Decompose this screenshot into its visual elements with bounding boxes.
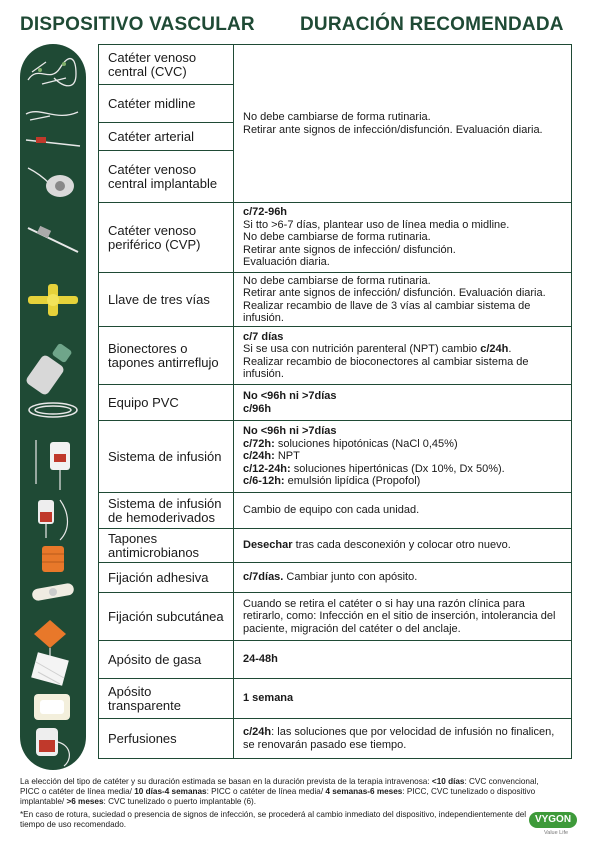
footnote-emphasis: 4 semanas-6 meses — [325, 787, 403, 796]
duration-line — [243, 539, 565, 552]
duration-text: NPT — [274, 450, 300, 463]
device-name: Catéter venoso central implantable — [108, 161, 218, 191]
duration-line — [243, 390, 565, 403]
duration-table — [98, 44, 572, 759]
blood-transfusion-bag-icon — [38, 500, 68, 540]
device-name-cell — [99, 641, 234, 679]
device-name-cell — [99, 273, 234, 327]
table-row — [99, 641, 572, 679]
footnote-emphasis: 10 días-4 semanas — [134, 787, 207, 796]
table-row — [99, 719, 572, 759]
device-name: Apósito transparente — [108, 683, 181, 713]
device-name: Tapones antimicrobianos — [108, 530, 200, 560]
footnote-emphasis: >6 meses — [66, 797, 104, 806]
duration-cell — [234, 45, 572, 203]
duration-emphasis: c/7 días — [243, 330, 284, 343]
duration-line — [243, 256, 565, 269]
duration-line — [243, 343, 565, 356]
duration-line — [243, 438, 565, 451]
duration-emphasis: 1 semana — [243, 692, 294, 705]
iv-fluid-bag-icon — [36, 728, 69, 766]
transparent-dressing-icon — [34, 694, 70, 720]
device-name: Sistema de infusión de hemoderivados — [108, 495, 222, 525]
logo-tagline: Value Life — [544, 830, 569, 836]
duration-emphasis: No <96h ni >7días — [243, 425, 337, 438]
duration-cell — [234, 493, 572, 529]
logo-mark: VYGON — [529, 812, 577, 828]
duration-text: Si se usa con nutrición parenteral (NPT) cambio — [243, 343, 481, 355]
table-row — [99, 563, 572, 593]
table-row — [99, 45, 572, 85]
duration-line — [243, 219, 565, 232]
device-name-cell — [99, 529, 234, 563]
duration-line — [243, 692, 565, 705]
duration-text: : las soluciones que por velocidad de infusión no finalicen, se renovarán pasado ese tiempo. — [243, 726, 555, 751]
peripheral-catheter-icon — [28, 226, 78, 252]
duration-cell — [234, 327, 572, 385]
footnote-text: : CVC tunelizado o puerto implantable (6). — [103, 797, 257, 806]
duration-emphasis: c/96h — [243, 402, 272, 415]
device-name: Catéter venoso periférico (CVP) — [108, 222, 201, 252]
midline-catheter-icon — [26, 112, 78, 120]
device-name: Sistema de infusión — [108, 448, 222, 464]
duration-text: Cambiar junto con apósito. — [283, 571, 418, 584]
duration-text: No debe cambiarse de forma rutinaria. — [243, 111, 431, 123]
device-name: Apósito de gasa — [108, 651, 202, 667]
duration-emphasis: c/7días. — [243, 571, 284, 584]
device-name: Perfusiones — [108, 730, 177, 746]
duration-line — [243, 598, 565, 636]
device-name: Fijación adhesiva — [108, 569, 209, 585]
duration-text: Evaluación diaria. — [243, 256, 330, 269]
device-name: Catéter midline — [108, 95, 196, 111]
duration-cell — [234, 203, 572, 273]
duration-text: Si tto >6-7 días, plantear uso de línea media o midline. — [243, 218, 510, 231]
duration-cell — [234, 593, 572, 641]
duration-cell — [234, 641, 572, 679]
duration-text: Retirar ante signos de infección/disfunción. Evaluación diaria. — [243, 123, 543, 136]
device-name: Fijación subcutánea — [108, 608, 224, 624]
duration-cell — [234, 529, 572, 563]
table-row — [99, 593, 572, 641]
duration-line — [243, 244, 565, 257]
device-name-cell — [99, 327, 234, 385]
duration-cell — [234, 273, 572, 327]
duration-text: Retirar ante signos de infección/ disfunción. — [243, 243, 456, 256]
duration-emphasis: 24-48h — [243, 653, 278, 666]
table-row — [99, 203, 572, 273]
implantable-port-icon — [28, 168, 74, 197]
table-row — [99, 385, 572, 421]
duration-line — [243, 425, 565, 438]
footnote-text: : PICC o catéter de línea media/ — [206, 787, 326, 796]
gauze-pad-icon — [31, 652, 69, 685]
cvc-catheter-icon — [28, 59, 76, 86]
duration-line — [243, 726, 565, 751]
duration-text: emulsión lipídica (Propofol) — [284, 475, 421, 488]
device-name: Bionectores o tapones antirreflujo — [108, 340, 219, 370]
duration-line — [243, 111, 565, 124]
adhesive-fixation-icon — [31, 582, 74, 601]
footnote-selection — [20, 777, 540, 807]
duration-text: No debe cambiarse de forma rutinaria. — [243, 231, 431, 244]
device-name-cell — [99, 679, 234, 719]
duration-text: soluciones hipertónicas (Dx 10%, Dx 50%). — [290, 462, 505, 475]
duration-line — [243, 356, 565, 381]
duration-line — [243, 571, 565, 584]
three-way-stopcock-icon — [28, 284, 78, 316]
table-row — [99, 679, 572, 719]
footnote-text: : PICC, CVC tunelizado o dispositivo implantable/ — [20, 787, 536, 806]
duration-cell — [234, 421, 572, 493]
device-name-cell — [99, 719, 234, 759]
device-name: Catéter venoso central (CVC) — [108, 49, 197, 79]
footnote-emphasis: <10 días — [431, 777, 465, 786]
duration-emphasis: No <96h ni >7días — [243, 390, 337, 402]
duration-line — [243, 331, 565, 344]
duration-text: tras cada desconexión y colocar otro nuevo. — [292, 539, 511, 552]
duration-line — [243, 275, 565, 288]
footnote-text: La elección del tipo de catéter y su duración estimada se basan en la duración prevista de la terapia intravenosa: — [20, 777, 432, 786]
duration-emphasis: c/24h — [243, 726, 272, 738]
duration-cell — [234, 719, 572, 759]
device-name-cell — [99, 563, 234, 593]
duration-cell — [234, 385, 572, 421]
duration-text: Realizar recambio de bioconectores al cambiar sistema de infusión. — [243, 355, 529, 380]
footnote-text: : CVC convencional, PICC o catéter de línea media/ — [20, 777, 539, 796]
duration-emphasis: c/72-96h — [243, 206, 288, 219]
duration-cell — [234, 563, 572, 593]
iv-tubing-coil-icon — [29, 403, 77, 417]
duration-cell — [234, 679, 572, 719]
duration-line — [243, 653, 565, 666]
device-name-cell — [99, 203, 234, 273]
duration-emphasis: c/24h: — [243, 450, 275, 463]
duration-line — [243, 403, 565, 416]
device-name-cell — [99, 85, 234, 123]
device-name-cell — [99, 123, 234, 151]
device-name-cell — [99, 493, 234, 529]
duration-text: Cuando se retira el catéter o si hay una razón clínica para retirarlo, como: Infección en el sitio de inserción, intolerancia del paciente, migración del catéter o del anclaje. — [243, 597, 556, 635]
device-name-cell — [99, 151, 234, 203]
duration-line — [243, 504, 565, 517]
device-name: Llave de tres vías — [108, 291, 210, 307]
duration-emphasis: c/6-12h: — [243, 475, 285, 488]
device-name: Equipo PVC — [108, 394, 179, 410]
duration-line — [243, 206, 565, 219]
duration-text: Retirar ante signos de infección/ disfunción. Evaluación diaria. Realizar recambio de llave de 3 vías al cambiar sistema de infusión. — [243, 287, 546, 324]
arterial-catheter-icon — [26, 137, 80, 146]
vygon-logo — [526, 808, 582, 838]
table-row — [99, 421, 572, 493]
table-row — [99, 529, 572, 563]
duration-text: . — [508, 343, 512, 355]
duration-line — [243, 450, 565, 463]
duration-emphasis: c/72h: — [243, 437, 275, 450]
device-name-cell — [99, 45, 234, 85]
device-name: Catéter arterial — [108, 128, 194, 144]
device-icon-sidebar — [20, 44, 86, 770]
duration-text: Cambio de equipo con cada unidad. — [243, 504, 420, 517]
duration-column-title: DURACIÓN RECOMENDADA — [300, 14, 564, 35]
device-column-title: DISPOSITIVO VASCULAR — [20, 14, 255, 35]
footnote-replacement: *En caso de rotura, suciedad o presencia de signos de infección, se procederá al cambio inmediato del dispositivo, independientemente del tiempo de uso recomendado. — [20, 810, 527, 829]
table-row — [99, 327, 572, 385]
duration-emphasis: c/12-24h: — [243, 462, 291, 475]
table-row — [99, 273, 572, 327]
device-name-cell — [99, 593, 234, 641]
duration-line — [243, 463, 565, 476]
device-name-cell — [99, 421, 234, 493]
duration-line — [243, 231, 565, 244]
duration-text: soluciones hipotónicas (NaCl 0,45%) — [274, 437, 458, 450]
duration-line — [243, 475, 565, 488]
duration-line — [243, 287, 565, 325]
antimicrobial-cap-icon — [42, 546, 64, 572]
duration-text: No debe cambiarse de forma rutinaria. — [243, 274, 431, 287]
table-row — [99, 493, 572, 529]
duration-line — [243, 124, 565, 137]
device-name-cell — [99, 385, 234, 421]
duration-emphasis: c/24h — [480, 343, 509, 355]
infusion-bag-icon — [36, 440, 70, 490]
needleless-connector-icon — [25, 343, 73, 397]
duration-emphasis: Desechar — [243, 539, 293, 552]
